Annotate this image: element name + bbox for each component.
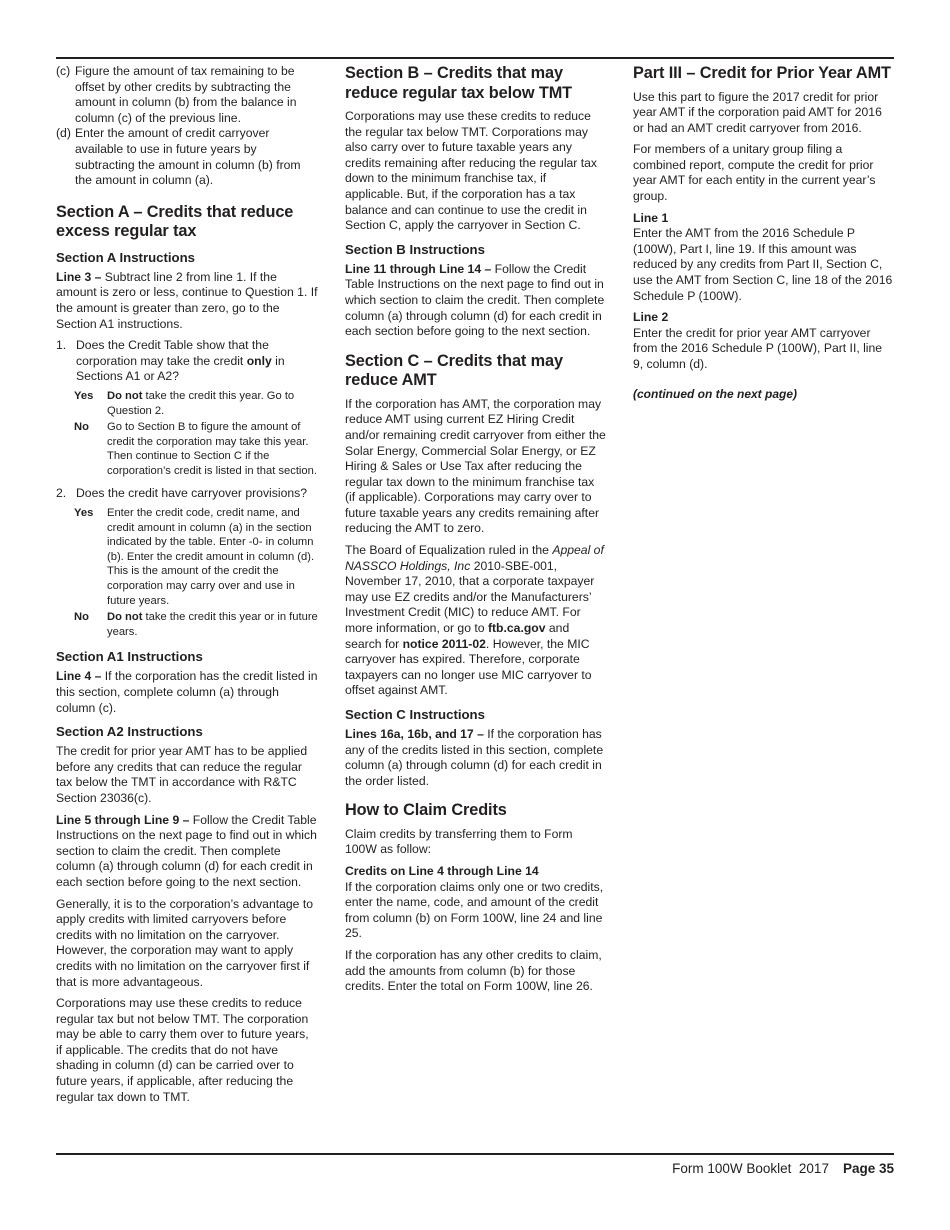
- line-3-label: Line 3 –: [56, 269, 102, 284]
- top-rule: [56, 57, 894, 59]
- line-16-text: If the corporation has any of the credits listed in this section, complete column (a) through column (d) for each credit in the order listed.: [345, 727, 604, 788]
- line-16-paragraph: [345, 727, 607, 789]
- question-1-yes-text: Do not take the credit this year. Go to Question 2.: [107, 389, 295, 417]
- column-3: [633, 64, 895, 408]
- item-d: [56, 126, 318, 188]
- section-c-instructions-heading: Section C Instructions: [345, 707, 485, 722]
- question-2-no: [74, 610, 318, 639]
- section-c-paragraph-1: If the corporation has AMT, the corporation may reduce AMT using current EZ Hiring Credit and/or remaining credit carryover from either the Solar Energy, Commercial Solar Energy, or EZ Hiring & Sales or Use Tax after reducing the regular tax down to the minimum franchise tax (if applicable). Corporations may carry over to future taxable years any credits remaining after reducing the AMT to zero.: [345, 396, 606, 536]
- line-2-heading: Line 2: [633, 310, 669, 325]
- line-2-text: Enter the credit for prior year AMT carryover from the 2016 Schedule P (100W), Part II, line 9, column (d).: [633, 325, 883, 371]
- part-3-paragraph-1: Use this part to figure the 2017 credit for prior year AMT if the corporation paid AMT for 2016 or had an AMT credit carryover from 2016.: [633, 89, 882, 135]
- line-4-paragraph: [56, 669, 318, 716]
- a2-paragraph-3: Generally, it is to the corporation’s advantage to apply credits with limited carryovers before credits with no limitation on the carryover. However, the corporation may want to apply credits with no limitation on the carryover first if that is more advantageous.: [56, 896, 313, 989]
- page-number: Page 35: [842, 1161, 894, 1176]
- line-11-label: Line 11 through Line 14 –: [345, 261, 492, 276]
- part-3-paragraph-2: For members of a unitary group filing a combined report, compute the credit for prior year AMT for each entity in the current year’s group.: [633, 142, 876, 204]
- a2-paragraph-4: Corporations may use these credits to reduce regular tax but not below TMT. The corporation may be able to carry them over to future years, if applicable. The credits that do not have shading in column (d) can be carried over to future years, if applicable, after reducing the regular tax down to TMT.: [56, 996, 309, 1104]
- item-d-label: (d): [56, 126, 71, 141]
- section-c-paragraph-2: The Board of Equalization ruled in the Appeal of NASSCO Holdings, Inc 2010-SBE-001, November 17, 2010, that a corporate taxpayer may use EZ credits and/or the Manufacturers’ Investment Credit (MIC) to reduce AMT. For more information, or go to ftb.ca.gov and search for notice 2011-02. However, the MIC carryover has expired. Therefore, corporate taxpayers can no longer use MIC carryover to offset against AMT.: [345, 543, 604, 698]
- no-label: No: [74, 421, 89, 434]
- item-d-text: Enter the amount of credit carryover available to use in future years by subtracting the amount in column (b) from the amount in column (a).: [75, 126, 301, 188]
- website-text: ftb.ca.gov: [487, 621, 546, 636]
- footer-form-title: Form 100W Booklet 2017: [672, 1161, 829, 1176]
- question-2-number: 2.: [56, 486, 67, 501]
- item-c: [56, 64, 318, 126]
- section-a1-heading: Section A1 Instructions: [56, 649, 203, 665]
- line-11-text: Follow the Credit Table Instructions on the next page to find out in which section to claim the credit. Then complete column (a) through column (d) for each credit in each section before going to the next section.: [345, 261, 605, 339]
- line-1-text: Enter the AMT from the 2016 Schedule P (100W), Part I, line 19. If this amount was reduced by any credits from Part II, Section C, use the AMT from Section C, line 18 of the 2016 Schedule P (100W).: [633, 226, 893, 303]
- page-footer: [672, 1161, 894, 1176]
- notice-text: notice 2011-02: [402, 636, 486, 651]
- part-3-heading: Part III – Credit for Prior Year AMT: [633, 64, 891, 82]
- question-1-text: Does the Credit Table show that the corporation may take the credit only in Sections A1 or A2?: [76, 338, 285, 384]
- question-2-no-text: Do not take the credit this year or in future years.: [107, 611, 318, 638]
- section-a-instructions-heading: Section A Instructions: [56, 249, 195, 265]
- credits-line-4-heading: Credits on Line 4 through Line 14: [345, 864, 539, 879]
- line-4-label: Line 4 –: [56, 669, 102, 684]
- section-b-instructions-heading: Section B Instructions: [345, 241, 485, 257]
- line-1-heading: Line 1: [633, 210, 669, 225]
- item-c-label: (c): [56, 64, 71, 78]
- line-5-label: Line 5 through Line 9 –: [56, 812, 190, 827]
- section-c-heading: Section C – Credits that may reduce AMT: [345, 351, 563, 390]
- line-5-paragraph: [56, 813, 318, 891]
- credits-paragraph-2: If the corporation has any other credits to claim, add the amounts from column (b) for those credits. Enter the total on Form 100W, line 26.: [345, 948, 602, 994]
- section-b-paragraph: Corporations may use these credits to reduce the regular tax below TMT. Corporations may also carry over to future taxable years any credits remaining after reducing the regular tax down to the minimum franchise tax, if applicable. But, if the corporation has a tax balance and can continue to use the credit in Section C, apply the carryover in Section C.: [345, 109, 598, 233]
- item-c-text: Figure the amount of tax remaining to be offset by other credits by subtracting the amount in column (b) from the balance in column (c) of the previous line.: [75, 64, 297, 125]
- bottom-rule: [56, 1153, 894, 1155]
- case-name: Appeal of NASSCO Holdings, Inc: [345, 543, 604, 573]
- section-a2-heading: Section A2 Instructions: [56, 724, 203, 740]
- question-1-no-text: Go to Section B to figure the amount of credit the corporation may take this year. Then continue to Section C if the corporation’s credit is listed in that section.: [107, 421, 317, 477]
- line-5-text: Follow the Credit Table Instructions on the next page to find out in which section to claim the credit. Then complete column (a) through column (d) for each credit in each section before going to the next section.: [56, 812, 317, 889]
- question-1: [56, 338, 318, 385]
- no-label: No: [74, 611, 89, 624]
- question-2: [56, 486, 318, 502]
- column-1: [56, 64, 318, 1111]
- how-to-claim-heading: How to Claim Credits: [345, 801, 507, 820]
- line-4-text: If the corporation has the credit listed in this section, complete column (a) through column (c).: [56, 669, 318, 715]
- line-3-text: Subtract line 2 from line 1. If the amount is zero or less, continue to Question 1. If the amount is greater than zero, go to the Section A1 instructions.: [56, 269, 318, 331]
- yes-label: Yes: [74, 389, 94, 402]
- question-2-yes-text: Enter the credit code, credit name, and credit amount in column (a) in the section indicated by the table. Enter -0- in column (b). Enter the credit amount in column (d). This is the amount of the credit the corporation may carry over and use in future years.: [107, 507, 315, 607]
- how-to-claim-paragraph: Claim credits by transferring them to Form 100W as follow:: [345, 826, 573, 857]
- credits-paragraph-1: If the corporation claims only one or two credits, enter the name, code, and amount of the credit from column (b) on Form 100W, line 24 and line 25.: [345, 879, 604, 941]
- question-1-no: [74, 420, 318, 478]
- column-2: [345, 64, 607, 1001]
- yes-label: Yes: [74, 507, 94, 520]
- question-2-text: Does the credit have carryover provisions?: [76, 486, 307, 501]
- line-3-paragraph: [56, 270, 318, 332]
- section-a-heading: Section A – Credits that reduce excess regular tax: [56, 202, 294, 241]
- a2-paragraph-1: The credit for prior year AMT has to be applied before any credits that can reduce the regular tax below the TMT in accordance with R&TC Section 23036(c).: [56, 744, 308, 805]
- question-1-yes: [74, 389, 318, 418]
- continued-note: (continued on the next page): [633, 386, 797, 401]
- section-b-heading: Section B – Credits that may reduce regular tax below TMT: [345, 64, 572, 102]
- line-16-label: Lines 16a, 16b, and 17 –: [345, 727, 484, 741]
- question-1-number: 1.: [56, 338, 67, 353]
- line-11-paragraph: [345, 262, 607, 340]
- question-2-yes: [74, 506, 318, 608]
